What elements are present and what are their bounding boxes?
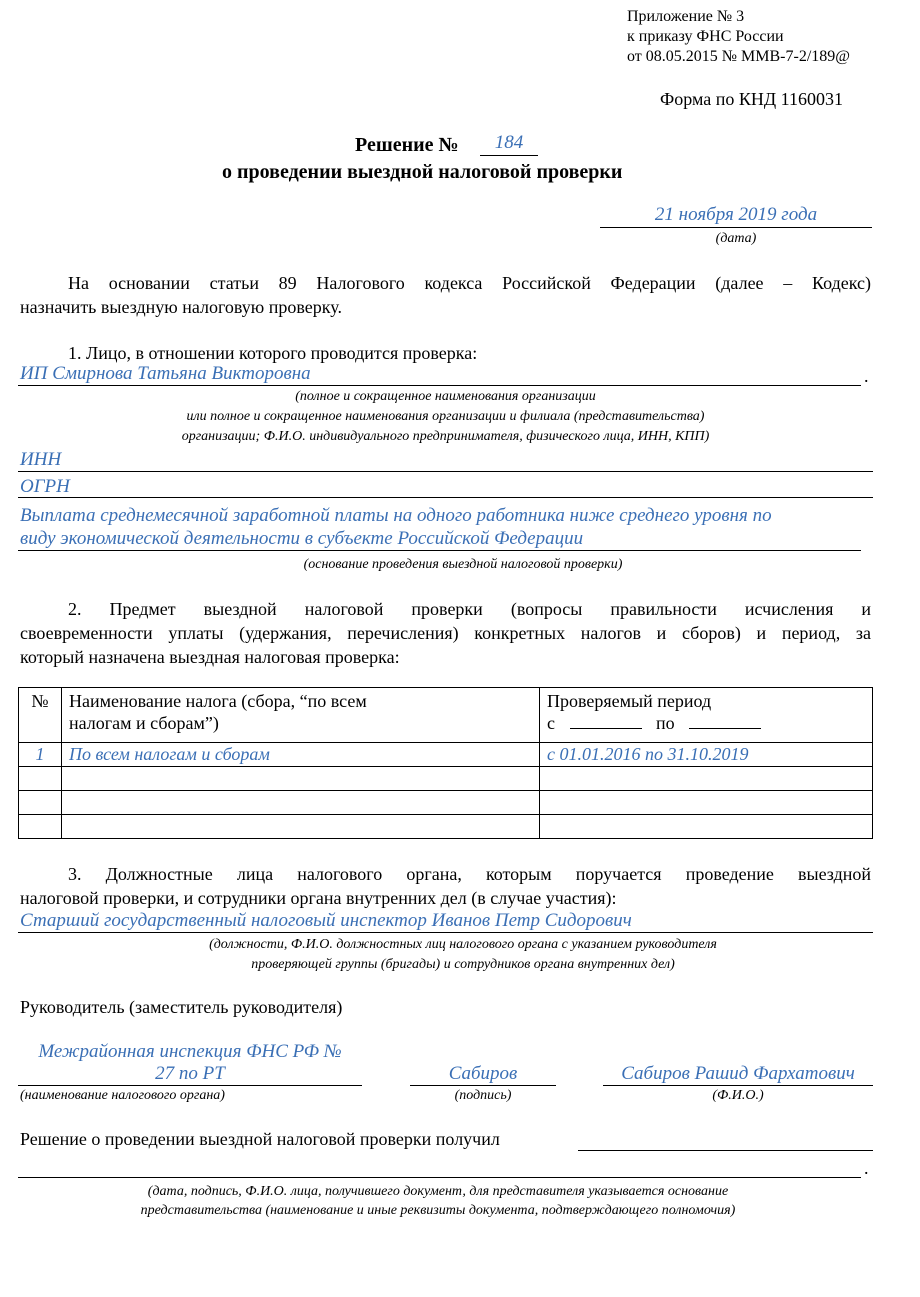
section2-line-3: который назначена выездная налоговая проверка: — [20, 647, 400, 667]
col-header-period-line2 — [547, 712, 872, 734]
row-tax-name — [62, 815, 540, 839]
ogrn-field: ОГРН — [20, 476, 70, 497]
basis-line-2: виду экономической деятельности в субъекте Российской Федерации — [20, 528, 584, 549]
tax-authority-line-2: 27 по РТ — [155, 1063, 225, 1084]
inspected-person: ИП Смирнова Татьяна Викторовна — [20, 363, 311, 384]
basis-caption: (основание проведения выездной налоговой проверки) — [303, 557, 623, 572]
inn-underline — [18, 471, 873, 472]
receipt-caption-2: представительства (наименование и иные реквизиты документа, подтверждающего полномочия) — [140, 1203, 736, 1218]
section3-line-1: 3. Должностные лица налогового органа, которым поручается проведение выездной — [68, 864, 871, 884]
row-period — [540, 815, 873, 839]
col-header-period-line1: Проверяемый период — [547, 691, 712, 711]
decision-label: Решение № — [355, 134, 459, 156]
period-to-blank — [689, 728, 761, 729]
receipt-label: Решение о проведении выездной налоговой проверки получил — [20, 1129, 500, 1149]
decision-date: 21 ноября 2019 года — [654, 204, 818, 225]
receipt-caption-1: (дата, подпись, Ф.И.О. лица, получившего документ, для представителя указывается основание — [147, 1184, 729, 1199]
person-caption-1: (полное и сокращенное наименования организации — [295, 389, 596, 404]
section3-line-2: налоговой проверки, и сотрудники органа внутренних дел (в случае участия): — [20, 888, 617, 908]
decision-number: 184 — [494, 132, 524, 153]
row-period — [540, 767, 873, 791]
date-caption: (дата) — [715, 231, 757, 246]
head-fio: Сабиров Рашид Фархатович — [621, 1063, 855, 1084]
fio-caption: (Ф.И.О.) — [712, 1088, 764, 1103]
row-num — [19, 767, 62, 791]
person-caption-3: организации; Ф.И.О. индивидуального предпринимателя, физического лица, ИНН, КПП) — [181, 429, 710, 444]
decision-subtitle: о проведении выездной налоговой проверки — [222, 161, 623, 183]
row-tax-name: По всем налогам и сборам — [62, 743, 540, 767]
intro-line-1: На основании статьи 89 Налогового кодекса Российской Федерации (далее – Кодекс) — [68, 273, 871, 293]
appendix-line-1: Приложение № 3 — [627, 8, 745, 25]
row-period: с 01.01.2016 по 31.10.2019 — [540, 743, 873, 767]
signature: Сабиров — [448, 1063, 518, 1084]
row-period — [540, 791, 873, 815]
table-row — [19, 743, 873, 767]
decision-number-underline — [480, 155, 538, 156]
officer-caption-2: проверяющей группы (бригады) и сотрудников органа внутренних дел) — [251, 957, 675, 972]
appendix-line-3: от 08.05.2015 № ММВ-7-2/189@ — [627, 48, 851, 65]
tax-table — [18, 687, 873, 839]
receipt-underline-2 — [18, 1177, 861, 1178]
row-tax-name — [62, 767, 540, 791]
row-num — [19, 815, 62, 839]
table-header-row — [19, 688, 873, 743]
receipt-underline-1 — [578, 1150, 873, 1151]
basis-underline — [18, 550, 861, 551]
row-num: 1 — [19, 743, 62, 767]
appendix-line-2: к приказу ФНС России — [627, 28, 784, 45]
ogrn-underline — [18, 497, 873, 498]
period-to-label: по — [656, 713, 675, 733]
table-row — [19, 815, 873, 839]
signature-caption: (подпись) — [454, 1088, 512, 1103]
period-from-label: с — [547, 713, 555, 733]
row-num — [19, 791, 62, 815]
receipt-period: . — [864, 1158, 869, 1178]
form-code: Форма по КНД 1160031 — [660, 89, 843, 109]
col-header-num: № — [19, 688, 62, 743]
col-header-period — [540, 688, 873, 743]
person-caption-2: или полное и сокращенное наименования организации и филиала (представительства) — [186, 409, 705, 424]
table-row — [19, 767, 873, 791]
person-period: . — [864, 366, 869, 386]
officer-name: Старший государственный налоговый инспектор Иванов Петр Сидорович — [20, 910, 632, 931]
col-header-name-line2: налогам и сборам”) — [69, 713, 219, 733]
section2-line-2: своевременности уплаты (удержания, перечисления) конкретных налогов и сборов) и период, за — [20, 623, 871, 643]
row-tax-name — [62, 791, 540, 815]
section2-line-1: 2. Предмет выездной налоговой проверки (вопросы правильности исчисления и — [68, 599, 871, 619]
inn-field: ИНН — [20, 449, 62, 470]
head-label: Руководитель (заместитель руководителя) — [20, 997, 343, 1017]
officer-underline — [18, 932, 873, 933]
period-from-blank — [570, 728, 642, 729]
tax-authority-caption: (наименование налогового органа) — [20, 1088, 225, 1103]
section1-heading: 1. Лицо, в отношении которого проводится проверка: — [68, 343, 478, 363]
col-header-name-line1: Наименование налога (сбора, “по всем — [69, 691, 367, 711]
tax-authority-line-1: Межрайонная инспекция ФНС РФ № — [38, 1041, 342, 1062]
intro-line-2: назначить выездную налоговую проверку. — [20, 297, 342, 317]
basis-line-1: Выплата среднемесячной заработной платы на одного работника ниже среднего уровня по — [20, 505, 772, 526]
col-header-name — [62, 688, 540, 743]
table-row — [19, 791, 873, 815]
officer-caption-1: (должности, Ф.И.О. должностных лиц налогового органа с указанием руководителя — [209, 937, 717, 952]
